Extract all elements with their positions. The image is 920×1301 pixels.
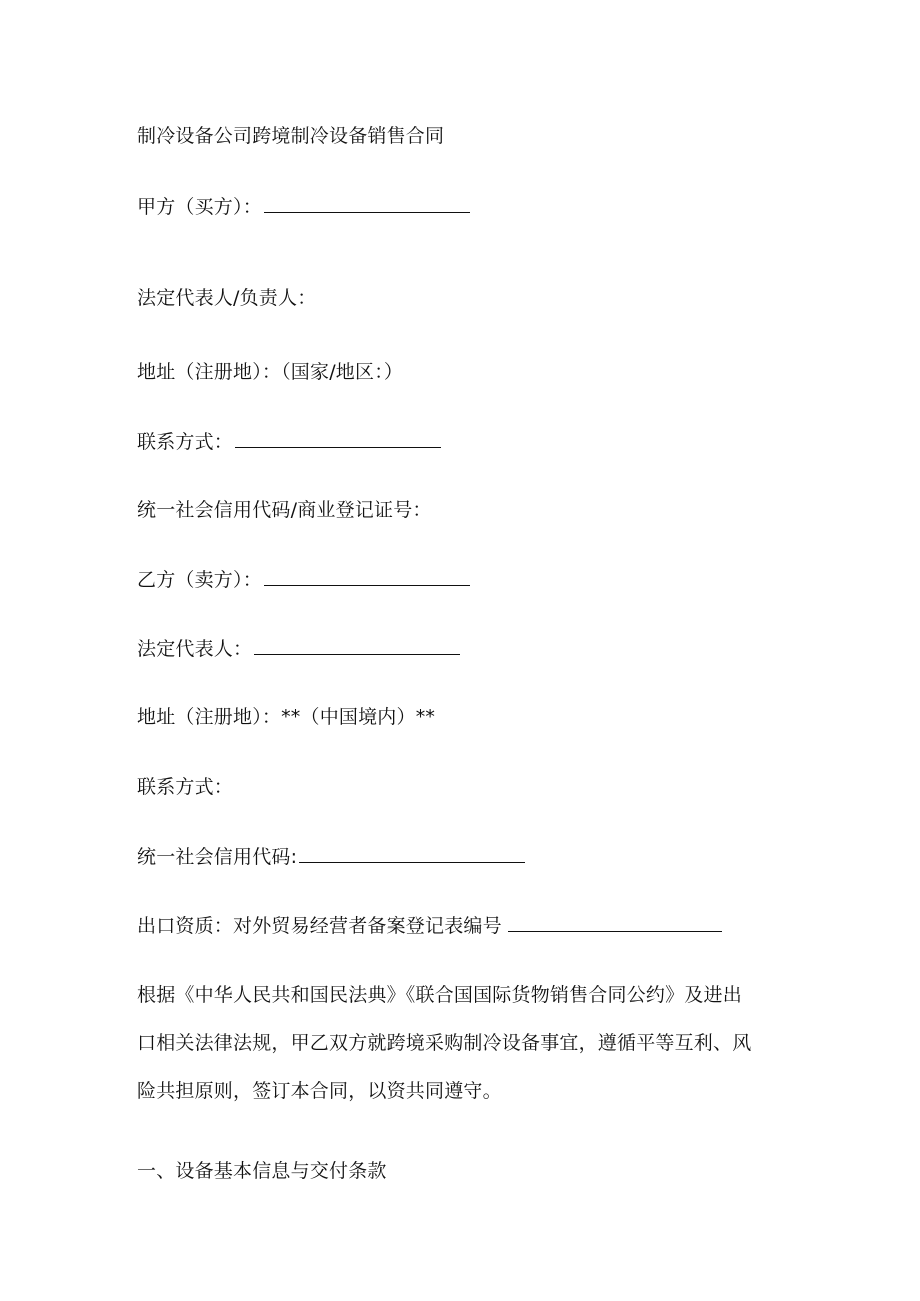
party-b-label: 乙方（卖方）： — [137, 569, 262, 591]
section-1-heading: 一、设备基本信息与交付条款 — [137, 1160, 387, 1182]
party-a-address: 地址（注册地）：（国家/地区：） — [137, 361, 404, 383]
party-a-contact-blank — [235, 429, 441, 448]
party-b-address: 地址（注册地）：**（中国境内）** — [137, 706, 436, 728]
preamble-line-1: 根据《中华人民共和国民法典》《联合国国际货物销售合同公约》及进出 — [137, 984, 742, 1006]
party-a-contact-line — [137, 429, 441, 454]
party-b-representative-blank — [254, 636, 460, 655]
party-a-blank — [264, 194, 470, 213]
preamble-line-2: 口相关法律法规，甲乙双方就跨境采购制冷设备事宜，遵循平等互利、风 — [137, 1032, 752, 1054]
party-b-representative-label: 法定代表人： — [137, 638, 253, 660]
document-title: 制冷设备公司跨境制冷设备销售合同 — [137, 125, 445, 147]
party-b-representative-line — [137, 636, 460, 661]
party-a-contact-label: 联系方式： — [137, 431, 234, 453]
party-b-contact: 联系方式： — [137, 776, 234, 798]
preamble-paragraph — [137, 971, 787, 1115]
party-a-label: 甲方（买方）： — [137, 196, 262, 218]
party-b-credit-code-line — [137, 844, 525, 869]
preamble-line-3: 险共担原则，签订本合同，以资共同遵守。 — [137, 1080, 502, 1102]
export-qualification-line — [137, 913, 722, 938]
party-b-blank — [264, 567, 470, 586]
party-b-line — [137, 567, 470, 592]
export-qualification-label: 出口资质：对外贸易经营者备案登记表编号 — [137, 915, 502, 937]
party-b-credit-code-label: 统一社会信用代码: — [137, 846, 298, 868]
party-a-line — [137, 194, 470, 219]
party-b-credit-code-blank — [299, 844, 525, 863]
party-a-credit-code: 统一社会信用代码/商业登记证号： — [137, 499, 432, 521]
export-qualification-blank — [508, 913, 722, 932]
party-a-representative: 法定代表人/负责人： — [137, 287, 317, 309]
